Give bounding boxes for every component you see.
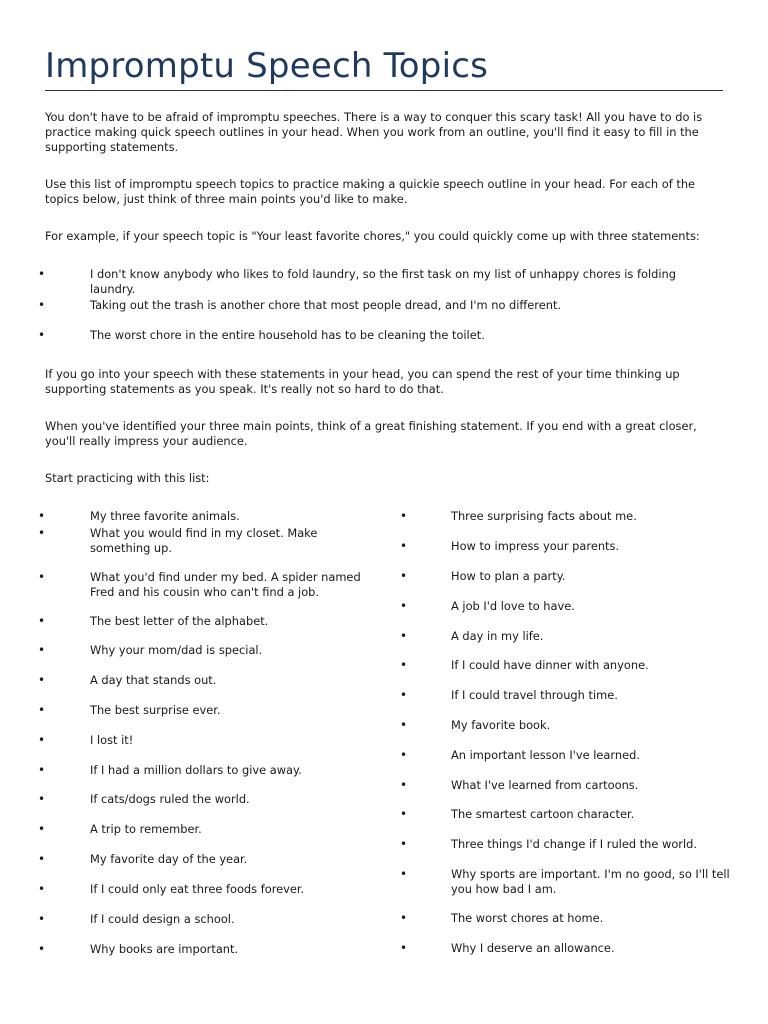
bullet-icon: • <box>38 822 46 836</box>
bullet-icon: • <box>400 837 408 851</box>
topic-text: Three things I'd change if I ruled the world. <box>451 837 697 851</box>
title-divider <box>45 90 723 91</box>
bullet-icon: • <box>38 509 46 523</box>
topic-text: The smartest cartoon character. <box>451 807 635 821</box>
topic-text: My three favorite animals. <box>90 509 240 523</box>
bullet-icon: • <box>38 570 46 584</box>
list-item <box>362 911 731 941</box>
bullet-icon: • <box>38 763 46 777</box>
bullet-icon: • <box>400 658 408 672</box>
intro-paragraph-1: You don't have to be afraid of impromptu speeches. There is a way to conquer this scary task! All you have to do is practice making quick speech outlines in your head. When you work from an outline, you'll find it easy to fill in the supporting statements. <box>45 110 703 155</box>
body-paragraph-2: When you've identified your three main points, think of a great finishing statement. If you end with a great closer, you'll really impress your audience. <box>45 419 697 449</box>
topic-text: Why sports are important. I'm no good, so I'll tell you how bad I am. <box>451 867 730 897</box>
bullet-icon: • <box>400 718 408 732</box>
topic-text: Three surprising facts about me. <box>451 509 637 523</box>
list-item <box>0 570 375 614</box>
bullet-icon: • <box>400 778 408 792</box>
topic-text: The best letter of the alphabet. <box>90 614 269 628</box>
list-item <box>362 599 731 629</box>
topic-text: If cats/dogs ruled the world. <box>90 792 250 806</box>
bullet-icon: • <box>38 267 46 281</box>
body-paragraph-1: If you go into your speech with these statements in your head, you can spend the rest of your time thinking up supporting statements as you speak. It's really not so hard to do that. <box>45 367 680 397</box>
bullet-icon: • <box>38 792 46 806</box>
topic-text: My favorite book. <box>451 718 551 732</box>
list-item <box>362 688 731 718</box>
list-item <box>362 778 731 807</box>
topic-text: The best surprise ever. <box>90 703 221 717</box>
topics-list-right <box>362 509 731 958</box>
topics-list-left <box>0 509 375 959</box>
bullet-icon: • <box>38 526 46 540</box>
bullet-icon: • <box>400 941 408 955</box>
list-item <box>0 526 375 570</box>
list-item <box>362 509 731 539</box>
list-item <box>0 942 375 959</box>
list-item-text: The worst chore in the entire household has to be cleaning the toilet. <box>90 328 485 342</box>
intro-paragraph-3: For example, if your speech topic is "Your least favorite chores," you could quickly come up with three statements: <box>45 229 700 243</box>
list-item <box>0 822 375 852</box>
list-item <box>362 569 731 599</box>
list-item <box>0 852 375 882</box>
bullet-icon: • <box>38 614 46 628</box>
list-item <box>362 718 731 748</box>
topic-text: An important lesson I've learned. <box>451 748 640 762</box>
topic-text: A day in my life. <box>451 629 544 643</box>
list-item <box>362 867 731 911</box>
bullet-icon: • <box>400 599 408 613</box>
list-item-text: I don't know anybody who likes to fold laundry, so the first task on my list of unhappy chores is folding laundry. <box>90 267 676 297</box>
bullet-icon: • <box>400 867 408 881</box>
topic-text: My favorite day of the year. <box>90 852 248 866</box>
start-practicing-text: Start practicing with this list: <box>45 471 210 485</box>
bullet-icon: • <box>400 748 408 762</box>
bullet-icon: • <box>400 911 408 925</box>
list-item <box>0 882 375 912</box>
list-item-text: Taking out the trash is another chore that most people dread, and I'm no different. <box>90 298 562 312</box>
list-item <box>362 748 731 778</box>
bullet-icon: • <box>400 569 408 583</box>
topic-text: Why books are important. <box>90 942 239 956</box>
list-item <box>0 643 375 673</box>
bullet-icon: • <box>400 629 408 643</box>
list-item <box>362 807 731 837</box>
topic-text: If I could design a school. <box>90 912 235 926</box>
topic-text: A day that stands out. <box>90 673 217 687</box>
bullet-icon: • <box>38 852 46 866</box>
topic-text: Why I deserve an allowance. <box>451 941 615 955</box>
topic-text: Why your mom/dad is special. <box>90 643 263 657</box>
topic-text: If I could have dinner with anyone. <box>451 658 649 672</box>
bullet-icon: • <box>400 688 408 702</box>
bullet-icon: • <box>38 942 46 956</box>
list-item <box>362 658 731 688</box>
bullet-icon: • <box>400 539 408 553</box>
topic-text: If I could only eat three foods forever. <box>90 882 305 896</box>
list-item <box>362 629 731 658</box>
topic-text: The worst chores at home. <box>451 911 604 925</box>
topic-text: If I could travel through time. <box>451 688 618 702</box>
list-item <box>0 298 690 328</box>
list-item <box>0 673 375 703</box>
bullet-icon: • <box>38 703 46 717</box>
topic-text: What you would find in my closet. Make something up. <box>90 526 318 556</box>
list-item <box>362 837 731 867</box>
topic-text: If I had a million dollars to give away. <box>90 763 302 777</box>
list-item <box>0 509 375 526</box>
bullet-icon: • <box>38 882 46 896</box>
example-bullet-list <box>0 267 690 344</box>
bullet-icon: • <box>38 912 46 926</box>
bullet-icon: • <box>38 673 46 687</box>
topic-text: A job I'd love to have. <box>451 599 575 613</box>
bullet-icon: • <box>400 807 408 821</box>
list-item <box>0 912 375 942</box>
list-item <box>0 267 690 298</box>
bullet-icon: • <box>38 643 46 657</box>
bullet-icon: • <box>38 298 46 312</box>
list-item <box>0 703 375 733</box>
topic-text: I lost it! <box>90 733 134 747</box>
list-item <box>362 539 731 569</box>
page-title: Impromptu Speech Topics <box>45 46 489 86</box>
bullet-icon: • <box>38 328 46 342</box>
topic-text: What I've learned from cartoons. <box>451 778 639 792</box>
topic-text: A trip to remember. <box>90 822 202 836</box>
bullet-icon: • <box>38 733 46 747</box>
list-item <box>0 792 375 822</box>
intro-paragraph-2: Use this list of impromptu speech topics to practice making a quickie speech outline in your head. For each of the topics below, just think of three main points you'd like to make. <box>45 177 696 207</box>
topic-text: What you'd find under my bed. A spider named Fred and his cousin who can't find a job. <box>90 570 361 600</box>
list-item <box>362 941 731 958</box>
topic-text: How to impress your parents. <box>451 539 620 553</box>
list-item <box>0 733 375 763</box>
list-item <box>0 614 375 643</box>
bullet-icon: • <box>400 509 408 523</box>
topic-text: How to plan a party. <box>451 569 566 583</box>
list-item <box>0 763 375 792</box>
list-item <box>0 328 690 344</box>
